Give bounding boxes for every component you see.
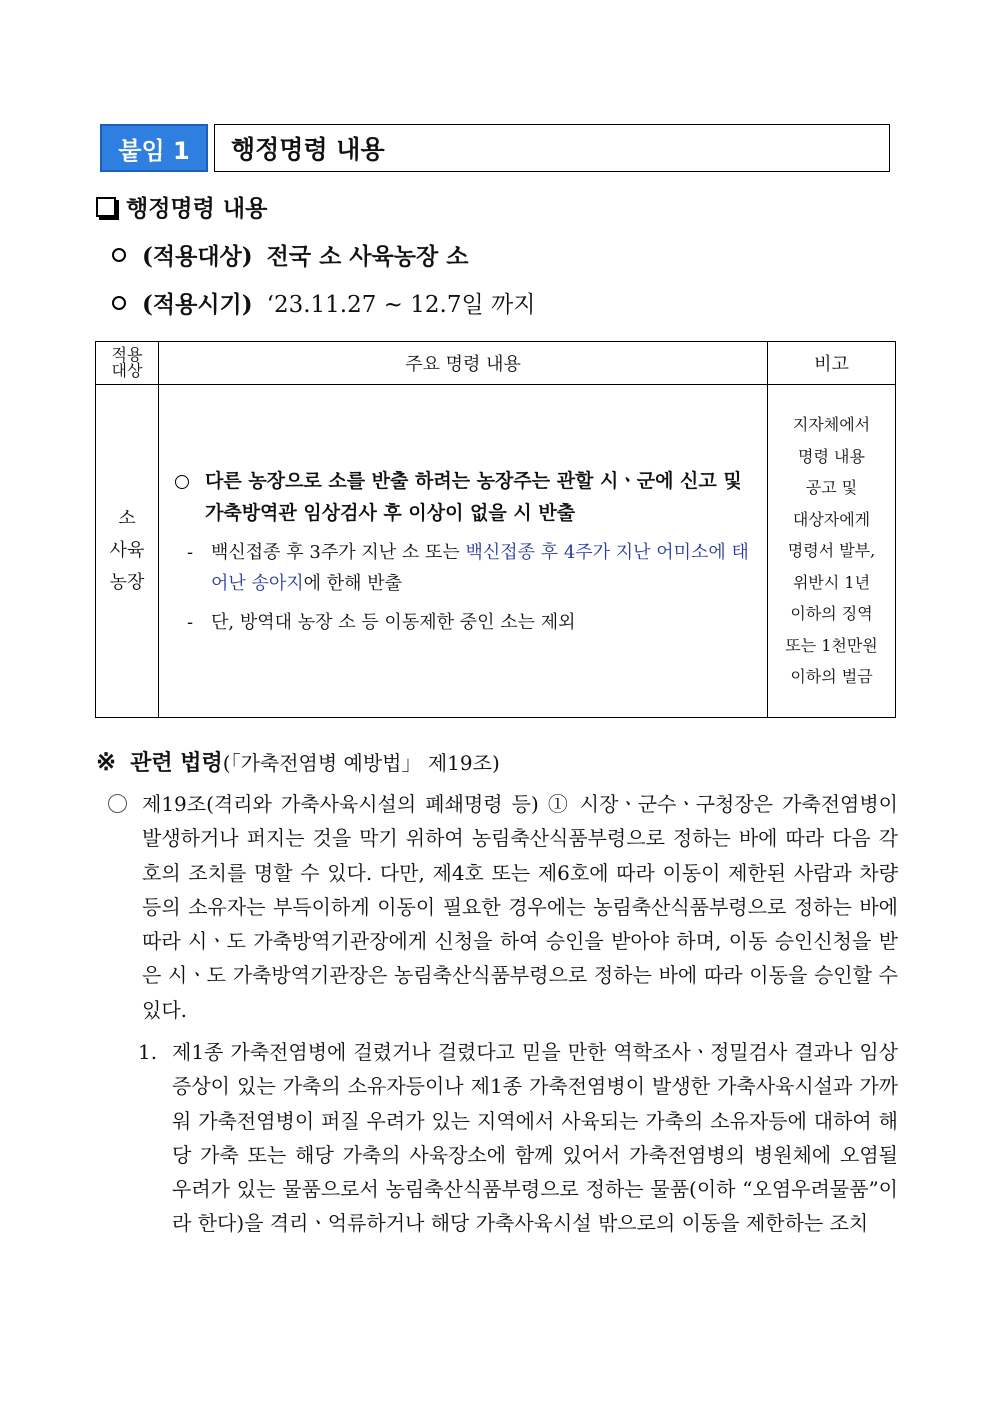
header-target — [96, 342, 159, 385]
main-command — [173, 465, 759, 529]
header-target-line2: 대상 — [111, 361, 143, 380]
item-number: 1. — [138, 1040, 158, 1064]
command-cell — [159, 385, 768, 718]
reference-title: 관련 법령 — [130, 750, 223, 776]
section-heading — [96, 190, 267, 223]
bullet-target — [112, 238, 468, 271]
law-paragraph-text: 제19조(격리와 가축사육시설의 폐쇄명령 등) ① 시장ㆍ군수ㆍ구청장은 가축전염병이 발생하거나 퍼지는 것을 막기 위하여 농림축산식품부령으로 정하는 바에 따라 다음 각 호의 조치를 명할 수 있다. 다만, 제4호 또는 제6호에 따라 이동이 제한된 사람과 차량 등의 소유자는 부득이하게 이동이 필요한 경우에는 농림축산식품부령으로 정하는 바에 따라 시ㆍ도 가축방역기관장에게 신청을 하여 승인을 받아야 하며, 이동 승인신청을 받은 시ㆍ도 가축방역기관장은 농림축산식품부령으로 정하는 바에 따라 이동을 승인할 수 있다. — [142, 792, 898, 1022]
bullet-label: (적용시기) — [142, 291, 253, 318]
table-header-row — [96, 342, 896, 385]
reference-law: (「가축전염병 예방법」 제19조) — [222, 751, 500, 775]
dash-icon: - — [187, 541, 194, 563]
section-title: 행정명령 내용 — [126, 195, 268, 222]
circle-bullet-icon — [175, 475, 189, 489]
target-line: 농장 — [109, 572, 145, 593]
bullet-text: ‘23.11.27 ~ 12.7일 까지 — [266, 292, 536, 318]
attachment-header — [100, 124, 385, 172]
sub1-before: 백신접종 후 3주가 지난 소 또는 — [211, 541, 466, 563]
bullet-label: (적용대상) — [142, 243, 253, 270]
related-law-heading — [96, 746, 500, 777]
sub-command-2 — [173, 607, 759, 638]
note-cell — [768, 385, 896, 718]
bullet-text: 전국 소 사육농장 소 — [266, 243, 469, 270]
dash-icon: - — [187, 611, 194, 633]
header-target-line1: 적용 — [111, 345, 143, 364]
note-line: 이하의 징역 — [790, 604, 873, 624]
target-cell — [96, 385, 159, 718]
square-bullet-icon — [96, 197, 116, 217]
circle-bullet-icon — [108, 794, 127, 813]
sub1-highlight: 백신접종 후 4주가 지난 어미소에 태어난 송아지 — [211, 541, 749, 594]
main-command-text: 다른 농장으로 소를 반출 하려는 농장주는 관할 시ㆍ군에 신고 및 가축방역관 임상검사 후 이상이 없을 시 반출 — [205, 469, 742, 524]
law-item — [138, 1035, 898, 1241]
sub1-after: 에 한해 반출 — [303, 572, 403, 594]
note-line: 대상자에게 — [792, 509, 871, 529]
header-note: 비고 — [768, 342, 896, 385]
sub-command-2-text: 단, 방역대 농장 소 등 이동제한 중인 소는 제외 — [211, 611, 576, 633]
note-line: 이하의 벌금 — [790, 667, 873, 687]
bullet-period — [112, 286, 535, 319]
note-line: 지자체에서 — [792, 415, 871, 435]
note-line: 공고 및 — [805, 478, 858, 498]
note-line: 명령서 발부, — [787, 541, 876, 561]
sub-command-1 — [173, 537, 759, 599]
item-text: 제1종 가축전염병에 걸렸거나 걸렸다고 믿을 만한 역학조사ㆍ정밀검사 결과나 임상증상이 있는 가축의 소유자등이나 제1종 가축전염병이 발생한 가축사육시설과 가까워 가축전염병이 퍼질 우려가 있는 지역에서 사육되는 가축의 소유자등에 대하여 해당 가축 또는 해당 가축의 사육장소에 함께 있어서 가축전염병의 병원체에 오염될 우려가 있는 물품으로서 농림축산식품부령으로 정하는 물품(이하 “오염우려물품”이라 한다)을 격리ㆍ억류하거나 해당 가축사육시설 밖으로의 이동을 제한하는 조치 — [172, 1040, 898, 1236]
reference-mark-icon: ※ — [96, 747, 117, 776]
target-line: 사육 — [109, 540, 145, 561]
note-line: 또는 1천만원 — [785, 635, 878, 655]
note-line: 명령 내용 — [798, 446, 865, 466]
header-command: 주요 명령 내용 — [159, 342, 768, 385]
law-paragraph — [108, 787, 898, 1027]
target-line: 소 — [118, 508, 136, 529]
circle-bullet-icon — [112, 296, 126, 310]
table-row — [96, 385, 896, 718]
command-table — [95, 341, 896, 718]
attachment-badge: 붙임 1 — [100, 124, 208, 172]
header-title: 행정명령 내용 — [214, 124, 890, 172]
note-line: 위반시 1년 — [792, 572, 871, 592]
sub-command-1-text — [211, 537, 759, 599]
circle-bullet-icon — [112, 248, 126, 262]
